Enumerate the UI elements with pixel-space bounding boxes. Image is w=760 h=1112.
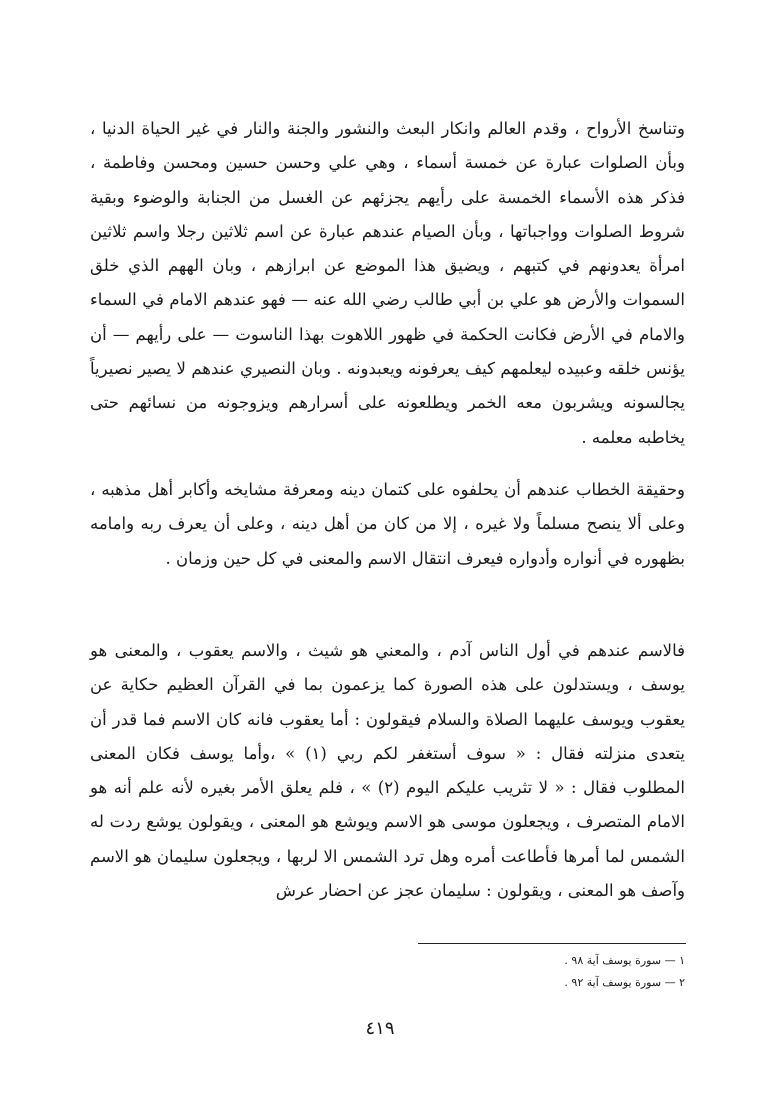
footnote-divider xyxy=(418,943,686,944)
footnote-2: ٢ — سورة يوسف آية ٩٢ . xyxy=(564,976,685,989)
paragraph-text: فالاسم عندهم في أول الناس آدم ، والمعني هو شيث ، والاسم يعقوب ، والمعنى هو يوسف ، ويستدلون على هذه الصورة كما يزعمون بما في القرآن العظيم حكاية عن يعقوب ويوسف عليهما الصلاة والسلام فيقولون : أما يعقوب فانه كان الاسم فما قدر أن يتعدى منزلته فقال : « سوف أستغفر لكم ربي (١) » ،وأما يوسف فكان المعنى المطلوب فقال : « لا تثريب عليكم اليوم (٢) » ، فلم يعلق الأمر بغيره لأنه علم أنه هو الامام المتصرف ، ويجعلون موسى هو الاسم ويوشع هو المعنى ، ويقولون يوشع ردت له الشمس لما أمرها فأطاعت أمره وهل ترد الشمس الا لربها ، ويجعلون سليمان هو الاسم وآصف هو المعنى ، ويقولون : سليمان عجز عن احضار عرش xyxy=(90,641,685,901)
paragraph-text: وتناسخ الأرواح ، وقدم العالم وانكار البعث والنشور والجنة والنار في غير الحياة الدنيا ، وبأن الصلوات عبارة عن خمسة أسماء ، وهي علي وحسن حسين ومحسن وفاطمة ، فذكر هذه الأسماء الخمسة على رأيهم يجزئهم عن الغسل من الجنابة والوضوء وبقية شروط الصلوات وواجباتها ، وبأن الصيام عندهم عبارة عن اسم ثلاثين رجلا واسم ثلاثين امرأة يعدونهم في كتبهم ، ويضيق هذا الموضع عن ابرازهم ، وبان الههم الذي خلق السموات والأرض هو علي بن أبي طالب رضي الله عنه — فهو عندهم الامام في السماء والامام في الأرض فكانت الحكمة في ظهور اللاهوت بهذا الناسوت — على رأيهم — أن يؤنس خلقه وعبيده ليعلمهم كيف يعرفونه ويعبدونه . وبان النصيري عندهم لا يصير نصيرياً يجالسونه ويشربون معه الخمر ويطلعونه على أسرارهم ويزوجونه من نسائهم حتى يخاطبه معلمه . xyxy=(90,119,685,447)
paragraph-text: وحقيقة الخطاب عندهم أن يحلفوه على كتمان دينه ومعرفة مشايخه وأكابر أهل مذهبه ، وعلى ألا ينصح مسلماً ولا غيره ، إلا من كان من أهل دينه ، وعلى أن يعرف ربه وامامه بظهوره في أنواره وأدواره فيعرف انتقال الاسم والمعنى في كل حين وزمان . xyxy=(90,480,685,568)
footnotes xyxy=(400,950,685,994)
body-paragraph-2 xyxy=(90,473,685,576)
footnote-1: ١ — سورة يوسف آية ٩٨ . xyxy=(564,954,685,967)
body-paragraph-3 xyxy=(90,634,685,908)
body-paragraph-1 xyxy=(90,112,685,455)
page-number: ٤١٩ xyxy=(365,1018,395,1039)
